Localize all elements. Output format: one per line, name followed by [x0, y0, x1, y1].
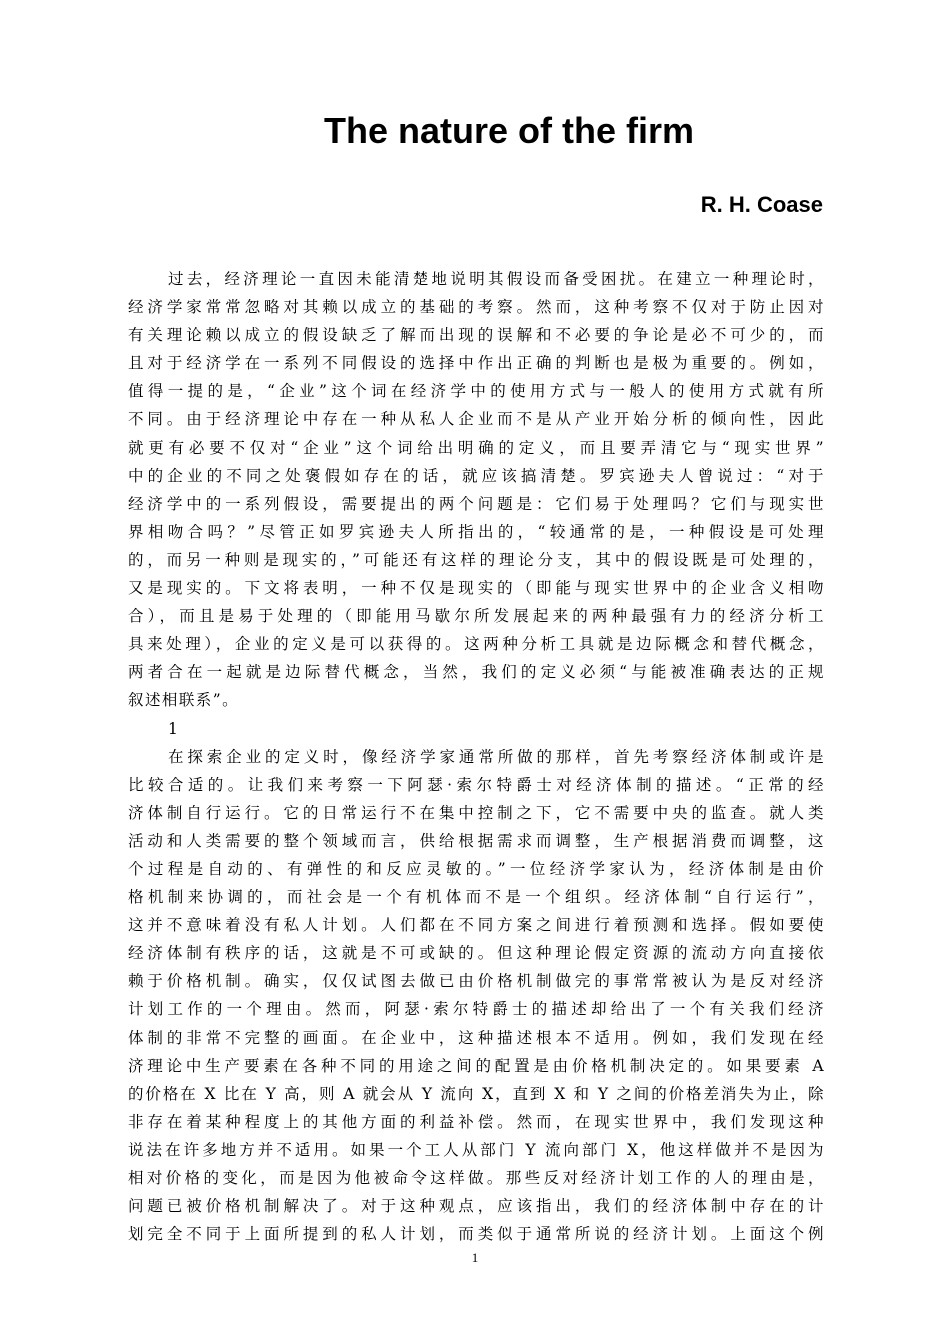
text-line: 格机制来协调的，而社会是一个有机体而不是一个组织。经济体制“自行运行”， — [128, 888, 825, 907]
text-line: 赖于价格机制。确实，仅仅试图去做已由价格机制做完的事常常被认为是反对经济 — [128, 972, 825, 991]
text-line: 有关理论赖以成立的假设缺乏了解而出现的误解和不必要的争论是必不可少的，而 — [128, 326, 825, 345]
text-line: 界相吻合吗？”尽管正如罗宾逊夫人所指出的，“较通常的是，一种假设是可处理 — [128, 522, 825, 541]
text-line: 不同。由于经济理论中存在一种从私人企业而不是从产业开始分析的倾向性，因此 — [128, 410, 825, 429]
page-number: 1 — [471, 1250, 479, 1265]
text-line: 个过程是自动的、有弹性的和反应灵敏的。”一位经济学家认为，经济体制是由价 — [128, 859, 825, 878]
footnote-marker: 1 — [168, 719, 180, 738]
text-line: 比较合适的。让我们来考察一下阿瑟·索尔特爵士对经济体制的描述。“正常的经 — [128, 775, 825, 794]
text-line: 非存在着某种程度上的其他方面的利益补偿。然而，在现实世界中，我们发现这种 — [128, 1112, 825, 1131]
page-title: The nature of the firm — [323, 110, 695, 151]
text-line: 经济学中的一系列假设，需要提出的两个问题是：它们易于处理吗？它们与现实世 — [128, 494, 825, 513]
text-line: 就更有必要不仅对“企业”这个词给出明确的定义，而且要弄清它与“现实世界” — [128, 438, 825, 457]
text-line: 经济学家常常忽略对其赖以成立的基础的考察。然而，这种考察不仅对于防止因对 — [128, 298, 825, 317]
text-line: 体制的非常不完整的画面。在企业中，这种描述根本不适用。例如，我们发现在经 — [128, 1028, 825, 1047]
text-line: 又是现实的。下文将表明，一种不仅是现实的（即能与现实世界中的企业含义相吻 — [128, 579, 825, 598]
text-line: 问题已被价格机制解决了。对于这种观点，应该指出，我们的经济体制中存在的计 — [128, 1197, 825, 1216]
text-line: 值得一提的是，“企业”这个词在经济学中的使用方式与一般人的使用方式就有所 — [128, 382, 825, 401]
text-line: 划完全不同于上面所提到的私人计划，而类似于通常所说的经济计划。上面这个例 — [128, 1225, 825, 1244]
text-line: 过去，经济理论一直因未能清楚地说明其假设而备受困扰。在建立一种理论时， — [168, 270, 825, 288]
body-text — [128, 265, 825, 1248]
text-line: 经济体制有秩序的话，这就是不可或缺的。但这种理论假定资源的流动方向直接依 — [128, 944, 825, 963]
text-line: 在探索企业的定义时，像经济学家通常所做的那样，首先考察经济体制或许是 — [168, 747, 825, 766]
text-line: 的价格在 X 比在 Y 高，则 A 就会从 Y 流向 X，直到 X 和 Y 之间的价格差消失为止，除 — [128, 1084, 825, 1103]
text-line: 计划工作的一个理由。然而，阿瑟·索尔特爵士的描述却给出了一个有关我们经济 — [128, 1000, 825, 1019]
text-line: 济体制自行运行。它的日常运行不在集中控制之下，它不需要中央的监查。就人类 — [128, 803, 825, 822]
text-line: 相对价格的变化，而是因为他被命令这样做。那些反对经济计划工作的人的理由是， — [128, 1169, 825, 1187]
text-line: 的，而另一种则是现实的，”可能还有这样的理论分支，其中的假设既是可处理的， — [128, 550, 825, 569]
author-name: R. H. Coase — [700, 192, 823, 217]
text-line: 说法在许多地方并不适用。如果一个工人从部门 Y 流向部门 X，他这样做并不是因为 — [128, 1140, 825, 1159]
text-line: 活动和人类需要的整个领域而言，供给根据需求而调整，生产根据消费而调整，这 — [128, 831, 825, 850]
text-line: 中的企业的不同之处褒假如存在的话，就应该搞清楚。罗宾逊夫人曾说过：“对于 — [128, 466, 825, 485]
text-line: 两者合在一起就是边际替代概念，当然，我们的定义必须“与能被准确表达的正规 — [128, 663, 825, 682]
text-line: 这并不意味着没有私人计划。人们都在不同方案之间进行着预测和选择。假如要使 — [128, 916, 825, 935]
text-line: 合），而且是易于处理的（即能用马歇尔所发展起来的两种最强有力的经济分析工 — [128, 607, 825, 626]
text-line: 具来处理），企业的定义是可以获得的。这两种分析工具就是边际概念和替代概念， — [128, 635, 825, 654]
text-line: 且对于经济学在一系列不同假设的选择中作出正确的判断也是极为重要的。例如， — [128, 354, 825, 373]
text-line: 叙述相联系”。 — [128, 691, 240, 710]
text-line: 济理论中生产要素在各种不同的用途之间的配置是由价格机制决定的。如果要素 A — [128, 1056, 825, 1075]
